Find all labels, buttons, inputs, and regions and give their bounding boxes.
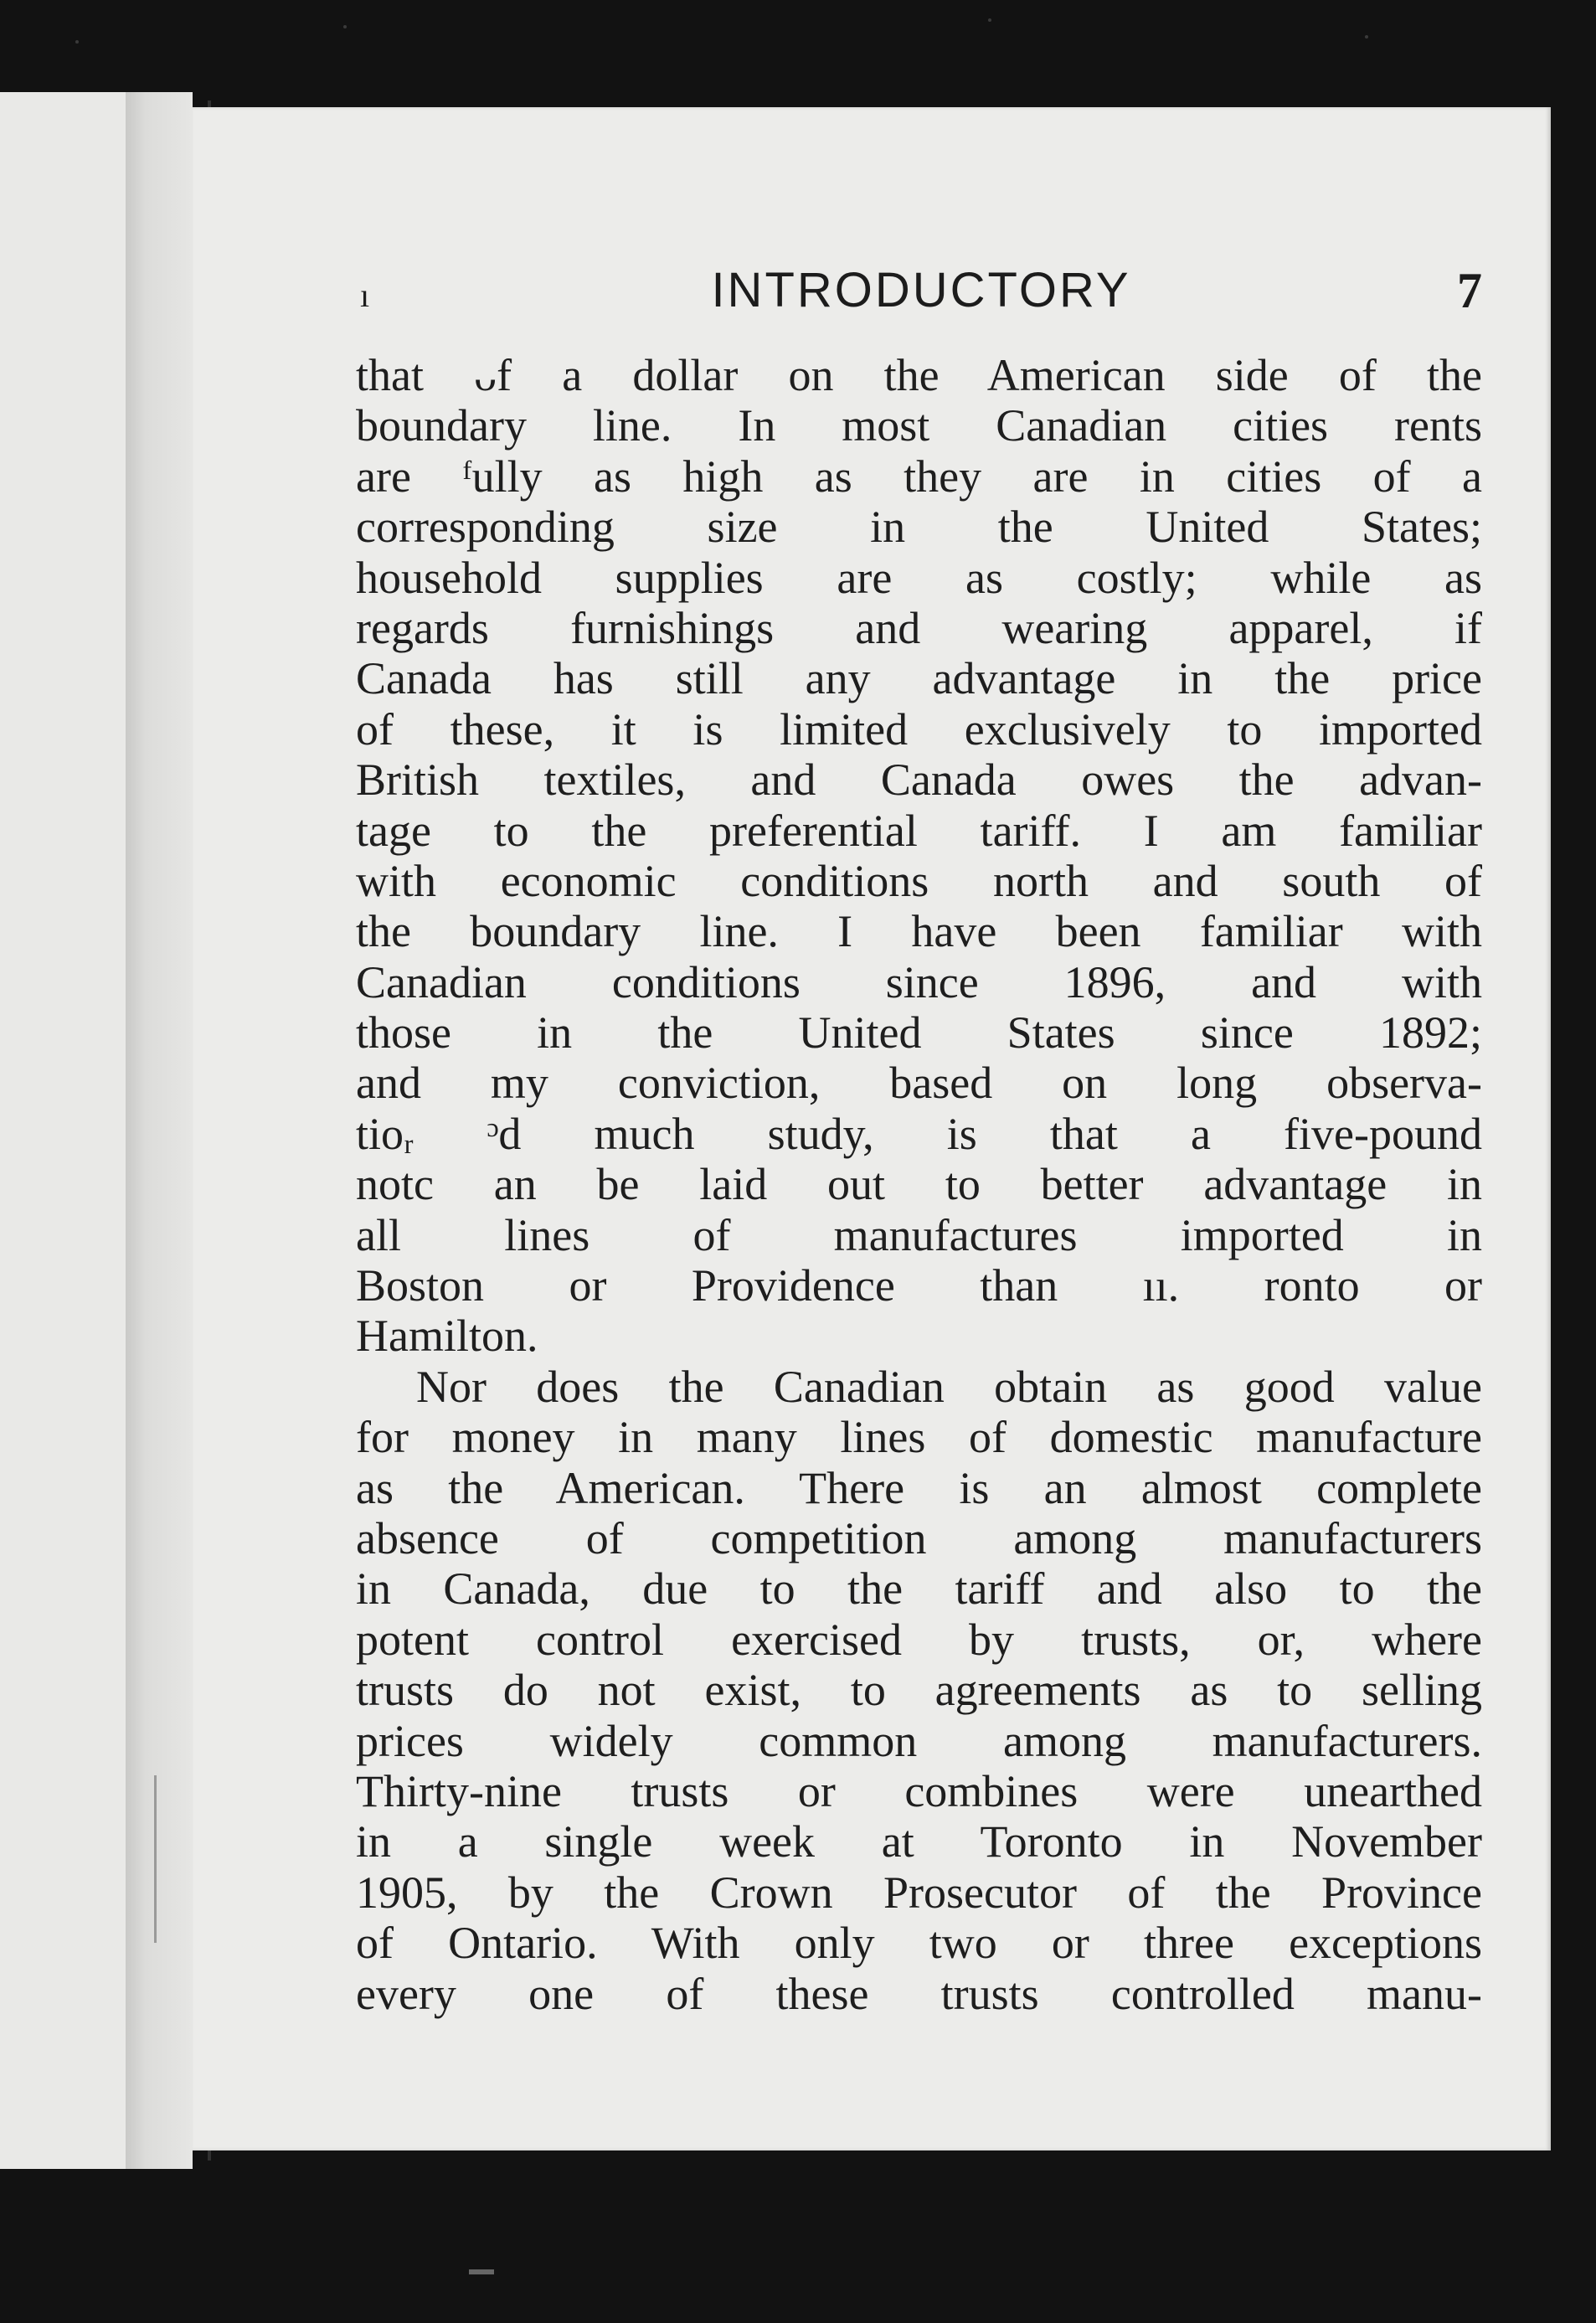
book-gutter xyxy=(126,92,193,2169)
text-line: Hamilton. xyxy=(356,1311,538,1362)
text-line: household supplies are as costly; while as xyxy=(356,552,1482,603)
text-line: are ᶠully as high as they are in cities of a xyxy=(356,451,1482,502)
text-line: in a single week at Toronto in November xyxy=(356,1816,1482,1867)
text-line: those in the United States since 1892; xyxy=(356,1007,1482,1058)
text-line: absence of competition among manufacturers xyxy=(356,1512,1482,1563)
text-line: Thirty-nine trusts or combines were unearthed xyxy=(356,1765,1482,1816)
gutter-mark xyxy=(154,1775,157,1943)
scan-artifact xyxy=(469,2269,494,2274)
text-line: and my conviction, based on long observa- xyxy=(356,1058,1482,1109)
text-line: prices widely common among manufacturers. xyxy=(356,1715,1482,1766)
text-line: all lines of manufactures imported in xyxy=(356,1209,1482,1260)
text-line: potent control exercised by trusts, or, where xyxy=(356,1614,1482,1665)
text-line: as the American. There is an almost complete xyxy=(356,1462,1482,1513)
text-line: that ᴗf a dollar on the American side of the xyxy=(356,350,1482,400)
running-header xyxy=(360,262,1482,329)
text-line: every one of these trusts controlled manu- xyxy=(356,1968,1482,2019)
text-line: with economic conditions north and south of xyxy=(356,855,1482,906)
text-line: trusts do not exist, to agreements as to selling xyxy=(356,1665,1482,1716)
previous-page-edge xyxy=(0,92,126,2169)
page-number: 7 xyxy=(1457,263,1482,318)
text-line: in Canada, due to the tariff and also to the xyxy=(356,1563,1482,1615)
text-line: British textiles, and Canada owes the advan- xyxy=(356,755,1482,806)
text-line: boundary line. In most Canadian cities rents xyxy=(356,400,1482,451)
paragraph-2 xyxy=(356,1362,1482,2019)
header-mark: ı xyxy=(360,276,370,314)
text-line: Nor does the Canadian obtain as good value xyxy=(416,1361,1482,1412)
speck xyxy=(343,25,347,28)
text-line: the boundary line. I have been familiar with xyxy=(356,906,1482,957)
chapter-title: INTRODUCTORY xyxy=(711,263,1131,317)
text-line: regards furnishings and wearing apparel, if xyxy=(356,602,1482,653)
text-line: notc an be laid out to better advantage in xyxy=(356,1159,1482,1210)
text-line: for money in many lines of domestic manufacture xyxy=(356,1412,1482,1463)
text-line: Canadian conditions since 1896, and with xyxy=(356,956,1482,1007)
speck xyxy=(1365,35,1368,39)
paragraph-1 xyxy=(356,350,1482,1362)
book-page xyxy=(193,107,1551,2150)
body-text xyxy=(356,350,1482,2019)
text-line: Boston or Providence than ıı. ronto or xyxy=(356,1260,1482,1311)
speck xyxy=(75,40,79,44)
text-line: corresponding size in the United States; xyxy=(356,502,1482,553)
speck xyxy=(988,18,991,22)
text-line: 1905, by the Crown Prosecutor of the Province xyxy=(356,1867,1482,1918)
text-line: Canada has still any advantage in the price xyxy=(356,653,1482,704)
text-line: tage to the preferential tariff. I am familiar xyxy=(356,805,1482,856)
text-line: of these, it is limited exclusively to imported xyxy=(356,703,1482,755)
text-line: tioᵣ ᵓd much study, is that a five-pound xyxy=(356,1108,1482,1159)
text-line: of Ontario. With only two or three exceptions xyxy=(356,1918,1482,1969)
